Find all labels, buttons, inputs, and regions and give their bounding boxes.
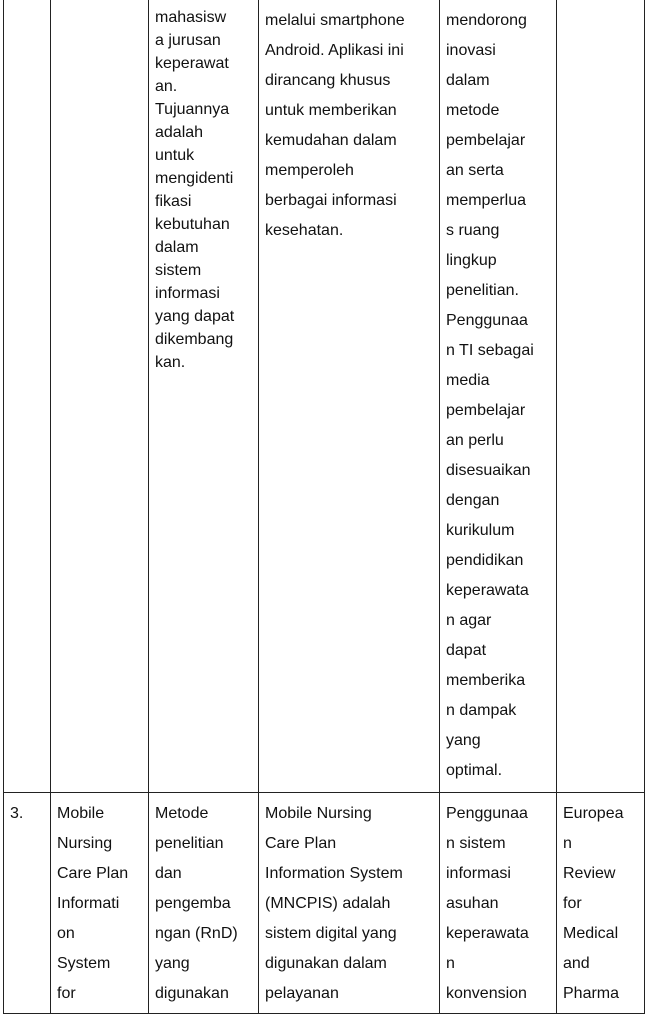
cell-journal xyxy=(557,0,645,793)
method-text: mahasisw a jurusan keperawat an. Tujuannya adalah untuk mengidenti fikasi kebutuhan dalam sistem informasi yang dapat dikembang kan. xyxy=(155,9,235,371)
cell-no xyxy=(4,0,51,793)
table-row xyxy=(4,793,645,1014)
literature-table xyxy=(3,0,645,1014)
cell-title xyxy=(51,0,149,793)
conclusion-text: mendorong inovasi dalam metode pembelajar an serta memperlua s ruang lingkup penelitian. Penggunaa n TI sebagai media pembelajar an perlu disesuaikan dengan kurikulum pendidikan keperawata n agar dapat memberika n dampak yang optimal. xyxy=(446,12,534,779)
cell-no xyxy=(4,793,51,1014)
cell-conclusion xyxy=(440,793,557,1014)
cell-journal xyxy=(557,793,645,1014)
table-row xyxy=(4,0,645,793)
result-text: Mobile Nursing Care Plan Information System (MNCPIS) adalah sistem digital yang digunakan dalam pelayanan xyxy=(265,805,403,1002)
journal-text: Europea n Review for Medical and Pharma xyxy=(563,805,624,1002)
cell-result xyxy=(259,793,440,1014)
cell-method xyxy=(149,793,259,1014)
cell-method xyxy=(149,0,259,793)
cell-conclusion xyxy=(440,0,557,793)
cell-result xyxy=(259,0,440,793)
title-text: Mobile Nursing Care Plan Informati on System for xyxy=(57,805,129,1002)
method-text: Metode penelitian dan pengemba ngan (RnD) yang digunakan xyxy=(155,805,238,1002)
conclusion-text: Penggunaa n sistem informasi asuhan keperawata n konvension xyxy=(446,805,529,1002)
result-text: melalui smartphone Android. Aplikasi ini dirancang khusus untuk memberikan kemudahan dalam memperoleh berbagai informasi kesehatan. xyxy=(265,12,405,239)
cell-title xyxy=(51,793,149,1014)
row-number: 3. xyxy=(10,805,24,822)
